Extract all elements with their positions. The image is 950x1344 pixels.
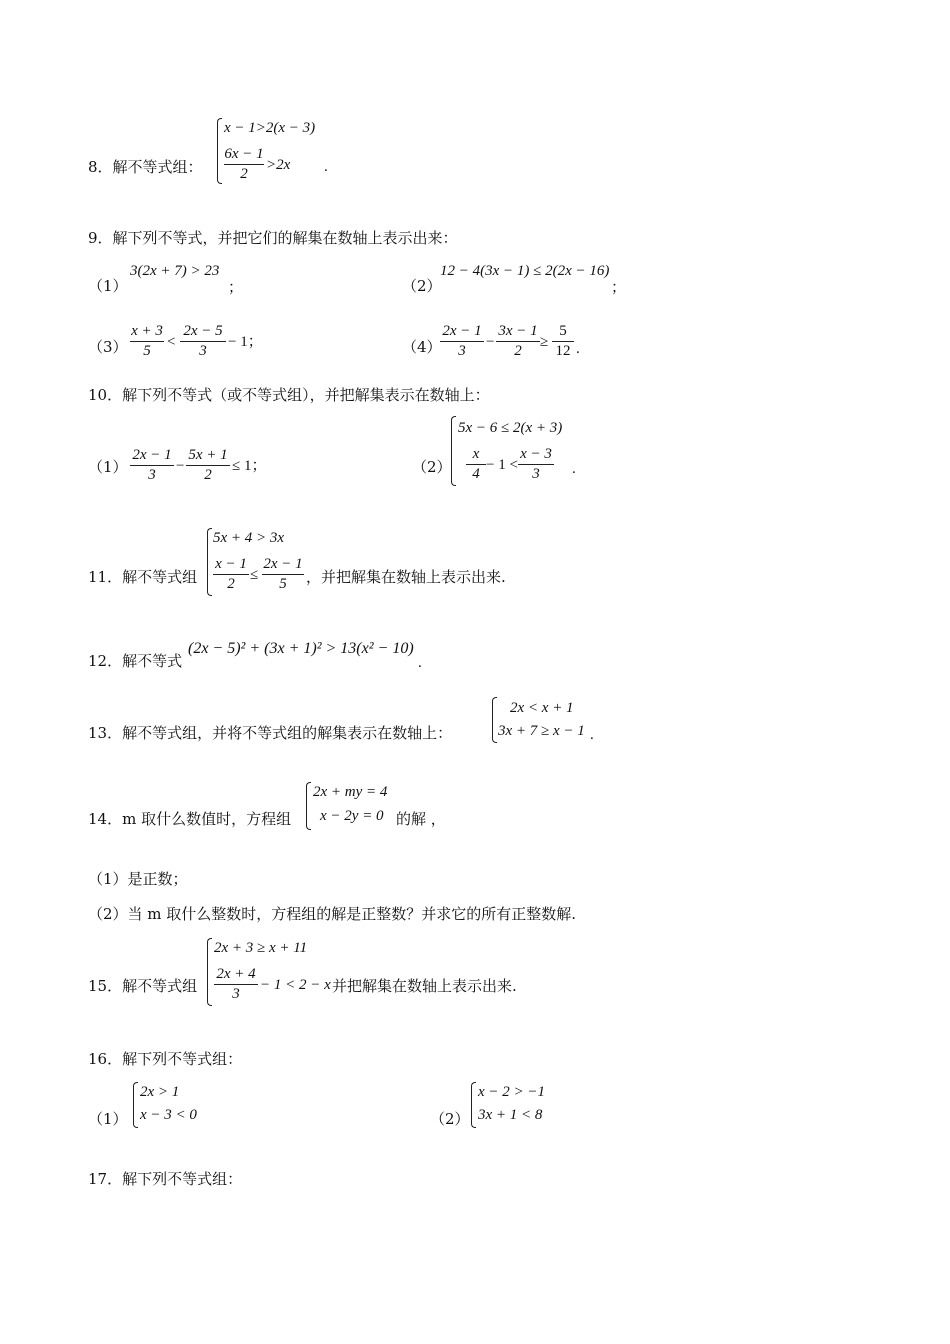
q10-mid: − 1 < xyxy=(486,457,518,473)
q11-fb-num: 2x − 1 xyxy=(263,556,303,572)
q11-brace xyxy=(207,528,212,596)
q10-p2: （2） xyxy=(412,458,452,476)
q16-b1: x − 2 > −1 xyxy=(478,1084,546,1100)
q9-sep2: ； xyxy=(611,280,627,296)
q15-den: 3 xyxy=(232,986,240,1002)
q14-label: 14．m 取什么数值时，方程组 xyxy=(88,810,292,828)
q9-f4c xyxy=(552,323,574,360)
q11-fa-den: 2 xyxy=(227,576,235,592)
q10-tail1: ≤ 1； xyxy=(232,458,267,474)
q12-end: . xyxy=(418,655,422,671)
q10-title: 10．解下列不等式（或不等式组），并把解集表示在数轴上： xyxy=(88,386,490,404)
q13-end: . xyxy=(590,727,594,743)
q16-a2: x − 3 < 0 xyxy=(140,1107,197,1123)
q13-brace xyxy=(492,697,497,743)
q15-brace xyxy=(207,938,212,1006)
q10-p1: （1） xyxy=(88,458,128,476)
q9-op3: < xyxy=(167,334,176,350)
q10-f1a-num: 2x − 1 xyxy=(132,447,172,463)
q9-f3a-num: x + 3 xyxy=(131,323,163,339)
q11-tail: ，并把解集在数轴上表示出来. xyxy=(306,568,506,586)
q17-title: 17．解下列不等式组： xyxy=(88,1170,243,1188)
q10-op1: − xyxy=(176,458,185,474)
q9-f4b-den: 2 xyxy=(514,343,522,359)
q9-f4c-num: 5 xyxy=(559,323,567,339)
q14-line2: x − 2y = 0 xyxy=(320,808,384,824)
q9-f4c-den: 12 xyxy=(555,343,571,359)
q8-end: . xyxy=(324,159,328,175)
q10-f2b-num: x − 3 xyxy=(520,446,552,462)
q8-after: >2x xyxy=(266,157,291,173)
q9-title: 9．解下列不等式，并把它们的解集在数轴上表示出来： xyxy=(88,229,458,247)
q15-line1: 2x + 3 ≥ x + 11 xyxy=(214,940,308,956)
q15-num: 2x + 4 xyxy=(216,966,256,982)
q9-tail3: − 1； xyxy=(228,334,263,350)
q10-f1a xyxy=(130,447,174,484)
q15-tail: 并把解集在数轴上表示出来. xyxy=(332,977,517,995)
q9-p4: （4） xyxy=(402,338,442,356)
q9-op4: − xyxy=(486,334,495,350)
q14-sub2: （2）当 m 取什么整数时，方程组的解是正整数？并求它的所有正整数解. xyxy=(88,905,577,923)
q8-line1: x − 1>2(x − 3) xyxy=(224,120,316,136)
q15-frac xyxy=(214,966,258,1003)
q10-f2b-den: 3 xyxy=(532,466,540,482)
q9-f3b-den: 3 xyxy=(199,343,207,359)
q9-p3: （3） xyxy=(88,338,128,356)
q14-line1: 2x + my = 4 xyxy=(313,784,388,800)
q9-f3a xyxy=(130,323,164,360)
q14-brace xyxy=(306,782,311,830)
q14-tail: 的解 ， xyxy=(396,810,446,828)
q13-label: 13．解不等式组，并将不等式组的解集表示在数轴上： xyxy=(88,724,453,742)
q13-line2: 3x + 7 ≥ x − 1 xyxy=(498,723,585,739)
q11-label: 11．解不等式组 xyxy=(88,568,198,586)
q16-b2: 3x + 1 < 8 xyxy=(478,1107,543,1123)
q16-p1: （1） xyxy=(88,1110,128,1128)
q13-line1: 2x < x + 1 xyxy=(510,700,574,716)
q9-tail4: . xyxy=(576,341,580,357)
q9-f4a xyxy=(440,323,484,360)
q10-line1: 5x − 6 ≤ 2(x + 3) xyxy=(458,420,563,436)
q9-op4b: ≥ xyxy=(540,334,549,350)
q11-fb xyxy=(262,556,304,593)
q9-expr1: 3(2x + 7) > 23 xyxy=(130,263,220,279)
q8-den: 2 xyxy=(240,166,248,182)
q9-f4a-den: 3 xyxy=(458,343,466,359)
q10-f2a-den: 4 xyxy=(472,466,480,482)
q9-f4a-num: 2x − 1 xyxy=(442,323,482,339)
q11-line1: 5x + 4 > 3x xyxy=(213,530,285,546)
q11-fa xyxy=(213,556,249,593)
q15-after: − 1 < 2 − x xyxy=(260,977,331,993)
q12-expr: (2x − 5)² + (3x + 1)² > 13(x² − 10) xyxy=(188,640,414,657)
q10-f1a-den: 3 xyxy=(148,467,156,483)
q16-p2: （2） xyxy=(430,1110,470,1128)
q16-brace2 xyxy=(471,1082,476,1128)
q10-f1b xyxy=(186,447,230,484)
q12-label: 12．解不等式 xyxy=(88,652,183,670)
q9-sep1: ； xyxy=(228,280,244,296)
q9-f3a-den: 5 xyxy=(143,343,151,359)
q15-label: 15．解不等式组 xyxy=(88,977,198,995)
q16-title: 16．解下列不等式组： xyxy=(88,1050,243,1068)
q9-f3b-num: 2x − 5 xyxy=(183,323,223,339)
q8-brace xyxy=(217,118,222,184)
q16-a1: 2x > 1 xyxy=(140,1084,180,1100)
q10-f2a-num: x xyxy=(472,446,480,462)
q10-f1b-den: 2 xyxy=(204,467,212,483)
q16-brace1 xyxy=(133,1082,138,1128)
q11-op: ≤ xyxy=(250,567,259,583)
q8-fraction xyxy=(224,146,264,183)
q8-num: 6x − 1 xyxy=(224,146,264,162)
q10-f2a xyxy=(466,446,486,483)
q11-fa-num: x − 1 xyxy=(215,556,247,572)
q9-p1: （1） xyxy=(88,277,128,295)
q9-f4b xyxy=(496,323,540,360)
q10-tail2: . xyxy=(572,461,576,477)
q14-sub1: （1）是正数； xyxy=(88,870,188,888)
q9-f4b-num: 3x − 1 xyxy=(498,323,538,339)
q9-expr2: 12 − 4(3x − 1) ≤ 2(2x − 16) xyxy=(440,263,610,279)
q9-f3b xyxy=(180,323,226,360)
q10-brace xyxy=(451,416,456,486)
q10-f2b xyxy=(518,446,554,483)
q9-p2: （2） xyxy=(402,277,442,295)
q8-label: 8．解不等式组： xyxy=(88,158,203,176)
q10-f1b-num: 5x + 1 xyxy=(188,447,228,463)
q11-fb-den: 5 xyxy=(279,576,287,592)
